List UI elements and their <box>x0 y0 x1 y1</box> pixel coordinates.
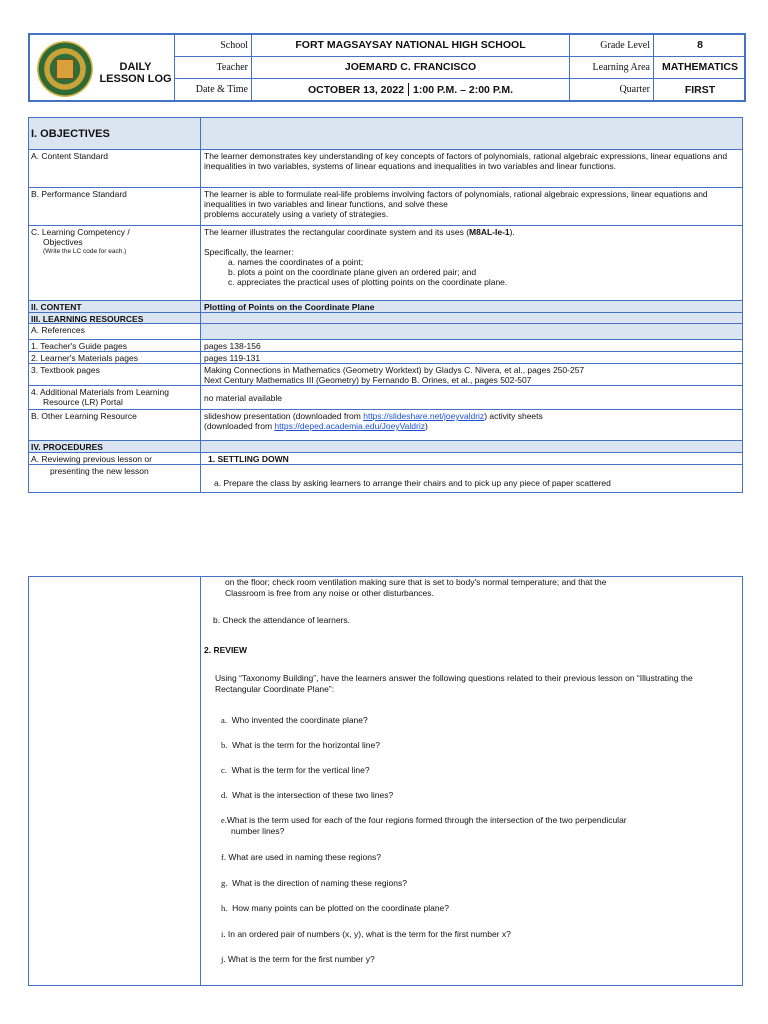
settling-down-heading: 1. SETTLING DOWN <box>208 454 289 464</box>
content-standard-row <box>29 150 742 188</box>
review-question: a. Who invented the coordinate plane? <box>221 715 368 725</box>
procedures-heading: IV. PROCEDURES <box>29 441 201 452</box>
lr-portal-row <box>29 386 742 410</box>
references-blank <box>201 324 742 339</box>
learners-materials-row <box>29 352 742 364</box>
lesson-table-page-2 <box>28 576 743 986</box>
textbook-label: 3. Textbook pages <box>29 364 201 385</box>
settling-a-continued-2: Classroom is free from any noise or other disturbances. <box>225 588 434 598</box>
other-resource-text: ) <box>424 421 428 431</box>
header-row-teacher <box>175 57 746 79</box>
header-row-school <box>175 35 746 57</box>
performance-standard-text <box>201 188 742 225</box>
reviewing-row-continued <box>28 465 743 493</box>
textbook-line-1: Making Connections in Mathematics (Geometry Worktext) by Gladys C. Nivera, et al., pages 250-257 <box>204 365 585 375</box>
lr-portal-label-line-2: Resource (LR) Portal <box>43 397 123 407</box>
competency-code: M8AL-Ie-1 <box>469 227 510 237</box>
datetime-label: Date & Time <box>175 79 252 101</box>
logo-cell <box>30 35 175 100</box>
review-question: j. What is the term for the first number y? <box>221 954 375 964</box>
competency-row <box>29 226 742 301</box>
title-line-2: LESSON LOG <box>99 73 172 85</box>
objective-item: b. plots a point on the coordinate plane given an ordered pair; and <box>228 267 477 277</box>
lr-portal-label-line-1: 4. Additional Materials from Learning <box>31 387 169 397</box>
lr-portal-label <box>29 386 201 409</box>
other-resource-value <box>201 410 742 440</box>
learners-materials-pages: pages 119-131 <box>204 353 261 363</box>
academia-link[interactable]: https://deped.academia.edu/JoeyValdriz <box>274 421 425 431</box>
quarter-value: FIRST <box>684 83 716 96</box>
performance-standard-line-2: problems accurately using a variety of strategies. <box>204 209 389 219</box>
lesson-log-header <box>28 33 746 102</box>
settling-item-a: a. Prepare the class by asking learners to arrange their chairs and to pick up any piece of paper scattered <box>214 478 611 488</box>
performance-standard-line-1: The learner is able to formulate real-life problems involving factors of polynomials, rational algebraic expressions, linear equations and inequalities in two variables and linear functions, and solve these <box>204 189 708 209</box>
slideshare-link[interactable]: https://slideshare.net/joeyvaldriz <box>363 411 485 421</box>
review-question: b. What is the term for the horizontal line? <box>221 740 380 750</box>
reviewing-label-line-1: A. Reviewing previous lesson or <box>31 454 152 464</box>
procedures-heading-row <box>29 441 742 453</box>
review-question: h. How many points can be plotted on the coordinate plane? <box>221 903 450 913</box>
content-value: Plotting of Points on the Coordinate Plane <box>204 302 375 312</box>
competency-label-line-2: Objectives <box>43 237 83 247</box>
textbook-line-2: Next Century Mathematics III (Geometry) by Fernando B. Orines, et al., pages 502-507 <box>204 375 532 385</box>
settling-item-b: b. Check the attendance of learners. <box>213 615 351 625</box>
reviewing-label-line-2: presenting the new lesson <box>29 465 201 492</box>
learners-materials-label: 2. Learner's Materials pages <box>29 352 201 363</box>
other-resource-text: (downloaded from <box>204 421 275 431</box>
teachers-guide-row <box>29 340 742 352</box>
review-title: REVIEW <box>213 645 247 655</box>
objectives-heading-row <box>29 118 742 150</box>
school-value: FORT MAGSAYSAY NATIONAL HIGH SCHOOL <box>252 35 570 56</box>
lesson-table-page-1 <box>28 117 743 465</box>
competency-label-line-1: C. Learning Competency / <box>31 227 130 237</box>
objectives-heading-blank <box>201 118 742 149</box>
objectives-heading: I. OBJECTIVES <box>29 118 201 149</box>
date-value: OCTOBER 13, 2022 <box>307 83 405 96</box>
review-question: f. What are used in naming these regions? <box>221 852 381 862</box>
procedures-content <box>201 577 742 985</box>
objective-item: a. names the coordinates of a point; <box>228 257 364 267</box>
objective-item: c. appreciates the practical uses of plotting points on the coordinate plane. <box>228 277 508 287</box>
teacher-value: JOEMARD C. FRANCISCO <box>252 57 570 78</box>
divider <box>408 83 409 96</box>
grade-label: Grade Level <box>570 35 654 56</box>
review-question: i. In an ordered pair of numbers (x, y), what is the term for the first number x? <box>221 929 511 939</box>
review-intro-1: Using “Taxonomy Building”, have the learners answer the following questions related to their previous lesson on “Illustrating the <box>215 673 693 683</box>
review-question: d. What is the intersection of these two lines? <box>221 790 394 800</box>
review-question-e-continued: number lines? <box>231 826 285 836</box>
competency-statement: The learner illustrates the rectangular coordinate system and its uses ( <box>204 227 470 237</box>
procedures-heading-blank <box>201 441 742 452</box>
school-label: School <box>175 35 252 56</box>
other-resource-text: slideshow presentation (downloaded from <box>204 411 364 421</box>
review-question: c. What is the term for the vertical line? <box>221 765 370 775</box>
datetime-value <box>252 79 570 101</box>
textbook-row <box>29 364 742 386</box>
textbook-pages <box>201 364 742 385</box>
header-row-datetime <box>175 79 746 101</box>
references-label: A. References <box>29 324 201 339</box>
performance-standard-label: B. Performance Standard <box>29 188 201 225</box>
teachers-guide-pages: pages 138-156 <box>204 341 261 351</box>
learning-area-value: MATHEMATICS <box>661 61 739 74</box>
references-row <box>29 324 742 340</box>
content-heading: II. CONTENT <box>29 301 201 312</box>
resources-heading-blank <box>201 313 742 323</box>
review-question: g. What is the direction of naming these regions? <box>221 878 407 888</box>
resources-heading-row <box>29 313 742 324</box>
competency-text <box>201 226 742 300</box>
performance-standard-row <box>29 188 742 226</box>
competency-note: (Write the LC code for each.) <box>43 248 127 255</box>
competency-end: ). <box>509 227 515 237</box>
time-value: 1:00 P.M. – 2:00 P.M. <box>413 83 514 96</box>
teachers-guide-label: 1. Teacher's Guide pages <box>29 340 201 351</box>
title-line-1: DAILY <box>119 61 152 73</box>
document-title <box>98 61 173 85</box>
review-heading <box>201 645 742 656</box>
resources-heading: III. LEARNING RESOURCES <box>29 313 201 323</box>
content-row <box>29 301 742 313</box>
grade-value: 8 <box>697 39 703 52</box>
other-resource-row <box>29 410 742 441</box>
teacher-label: Teacher <box>175 57 252 78</box>
review-intro-2: Rectangular Coordinate Plane”: <box>215 684 335 694</box>
competency-label <box>29 226 201 300</box>
learning-area-label: Learning Area <box>570 57 654 78</box>
school-seal-icon <box>37 41 93 97</box>
content-standard-label: A. Content Standard <box>29 150 201 187</box>
review-number: 2. <box>204 645 212 655</box>
specifically-text: Specifically, the learner: <box>204 247 294 257</box>
procedures-label-column <box>29 577 201 985</box>
other-resource-label: B. Other Learning Resource <box>29 410 201 440</box>
lr-portal-value: no material available <box>204 392 282 403</box>
content-standard-text: The learner demonstrates key understanding of key concepts of factors of polynomials, rational algebraic expressions, linear equations and inequalities in two variables, systems of linear equations and inequalities in two variables and linear functions. <box>204 151 728 171</box>
quarter-label: Quarter <box>570 79 654 101</box>
settling-a-continued-1: on the floor; check room ventilation making sure that is set to body's normal temperature; and that the <box>225 577 607 587</box>
other-resource-text: ) activity sheets <box>484 411 543 421</box>
review-question: e.What is the term used for each of the four regions formed through the intersection of the two perpendicular <box>221 815 627 825</box>
